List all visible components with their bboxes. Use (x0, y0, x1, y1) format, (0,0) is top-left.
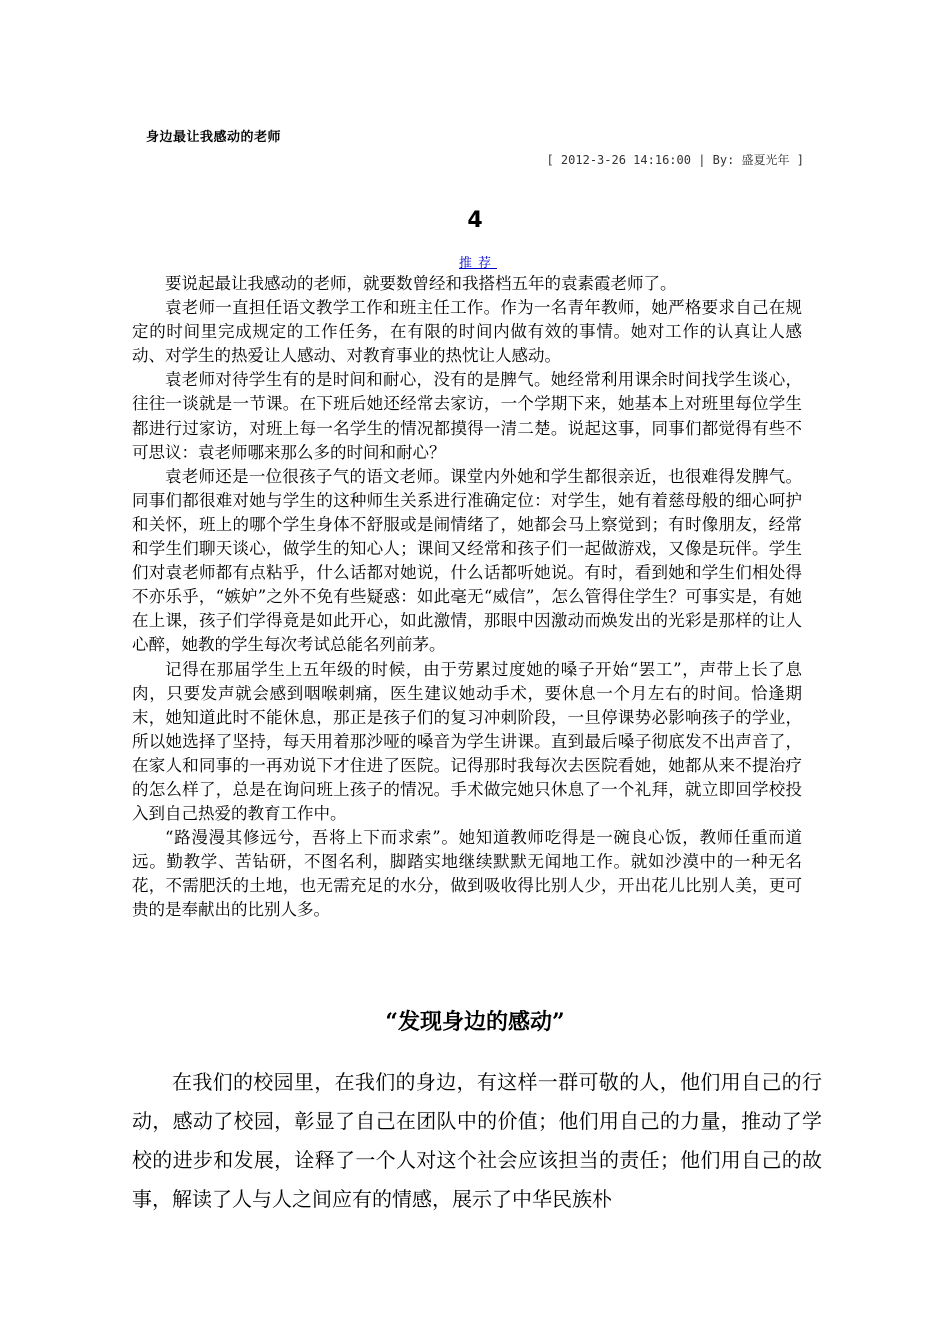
article-paragraph: “路漫漫其修远兮，吾将上下而求索”。她知道教师吃得是一碗良心饭，教师任重而道远。勤教学、苦钻研，不图名利，脚踏实地继续默默无闻地工作。就如沙漠中的一种无名花，不需肥沃的土地，也无需充足的水分，做到吸收得比别人少，开出花儿比别人美，更可贵的是奉献出的比别人多。 (132, 828, 802, 920)
post-meta: [ 2012-3-26 14:16:00 | By: 盛夏光年 ] (546, 153, 804, 167)
recommend-link[interactable]: 推荐 (458, 256, 497, 271)
article-paragraph: 记得在那届学生上五年级的时候，由于劳累过度她的嗓子开始“罢工”，声带上长了息肉，只要发声就会感到咽喉刺痛，医生建议她动手术，要休息一个月左右的时间。恰逢期末，她知道此时不能休息，那正是孩子们的复习冲刺阶段，一旦停课势必影响孩子的学业，所以她选择了坚持，每天用着那沙哑的嗓音为学生讲课。直到最后嗓子彻底发不出声音了，在家人和同事的一再劝说下才住进了医院。记得那时我每次去医院看她，她都从来不提治疗的怎么样了，总是在询问班上孩子的情况。手术做完她只休息了一个礼拜，就立即回学校投入到自己热爱的教育工作中。 (132, 659, 802, 824)
article-paragraph: 袁老师一直担任语文教学工作和班主任工作。作为一名青年教师，她严格要求自己在规定的时间里完成规定的工作任务，在有限的时间内做有效的事情。她对工作的认真让人感动、对学生的热爱让人感动、对教育事业的热忱让人感动。 (132, 298, 802, 366)
article-body (132, 272, 802, 923)
article-paragraph: 袁老师对待学生有的是时间和耐心，没有的是脾气。她经常利用课余时间找学生谈心，往往一谈就是一节课。在下班后她还经常去家访，一个学期下来，她基本上对班里每位学生都进行过家访，对班上每一名学生的情况都摸得一清二楚。说起这事，同事们都觉得有些不可思议：袁老师哪来那么多的时间和耐心？ (132, 370, 802, 462)
recommend-count: 4 (467, 208, 483, 233)
document-title: 身边最让我感动的老师 (146, 130, 282, 145)
intro-paragraph: 在我们的校园里，在我们的身边，有这样一群可敬的人，他们用自己的行动，感动了校园，彰显了自己在团队中的价值；他们用自己的力量，推动了学校的进步和发展，诠释了一个人对这个社会应该担当的责任；他们用自己的故事，解读了人与人之间应有的情感，展示了中华民族朴 (132, 1070, 822, 1211)
article-paragraph: 要说起最让我感动的老师，就要数曾经和我搭档五年的袁素霞老师了。 (165, 274, 677, 293)
article-paragraph: 袁老师还是一位很孩子气的语文老师。课堂内外她和学生都很亲近，也很难得发脾气。同事们都很难对她与学生的这种师生关系进行准确定位：对学生，她有着慈母般的细心呵护和关怀，班上的哪个学生身体不舒服或是闹情绪了，她都会马上察觉到；有时像朋友，经常和学生们聊天谈心，做学生的知心人；课间又经常和孩子们一起做游戏，又像是玩伴。学生们对袁老师都有点粘乎，什么话都对她说，什么话都听她说。有时，看到她和学生们相处得不亦乐乎，“嫉妒”之外不免有些疑惑：如此毫无“威信”，怎么管得住学生？可事实是，有她在上课，孩子们学得竟是如此开心，如此激情，那眼中因激动而焕发出的光彩是那样的让人心醉，她教的学生每次考试总能名列前茅。 (132, 466, 802, 655)
section-intro (132, 1063, 822, 1219)
recommend-row (0, 252, 950, 271)
section-heading: “发现身边的感动” (385, 1009, 565, 1035)
